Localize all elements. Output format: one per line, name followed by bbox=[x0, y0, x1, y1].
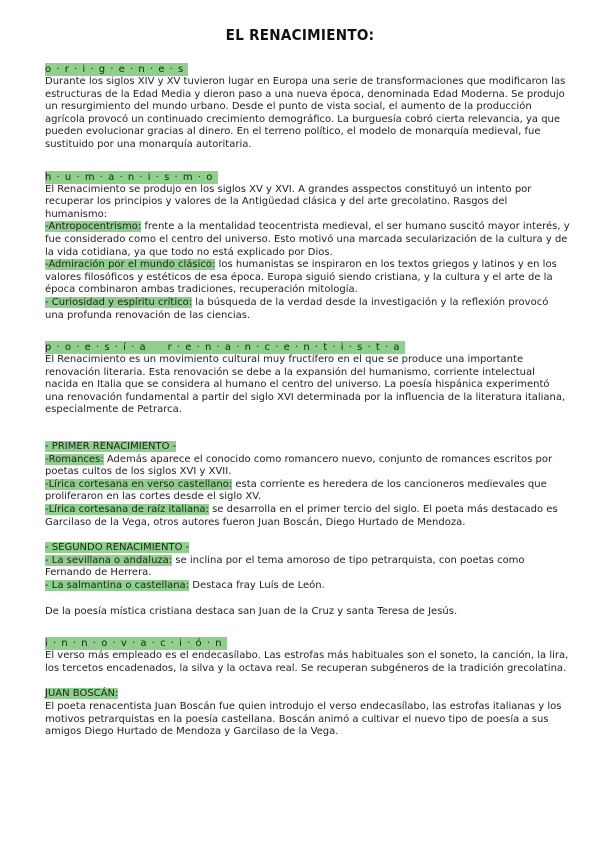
item-label: - Curiosidad y espíritu crítico: bbox=[45, 296, 193, 308]
list-item bbox=[45, 580, 570, 593]
section-heading-segundo: - SEGUNDO RENACIMIENTO - bbox=[45, 542, 190, 554]
list-item bbox=[45, 221, 570, 259]
item-label: -Romances: bbox=[45, 453, 104, 465]
section-origenes bbox=[45, 57, 570, 152]
section-juan-boscan bbox=[45, 688, 570, 738]
item-text: los humanistas se inspiraron en los textos griegos y latinos y en los valores filosóficos y estéticos de esa época. Europa siguió siendo cristiana, y la cultura y el arte de la época combinaron ambas tradiciones, recuperación mitología. bbox=[45, 259, 557, 296]
section-humanismo bbox=[45, 165, 570, 323]
section-segundo-renacimiento bbox=[45, 542, 570, 618]
item-text: Además aparece el conocido como romancero nuevo, conjunto de romances escritos por poetas cultos de los siglos XVI y XVII. bbox=[45, 453, 553, 478]
section-heading-poesia: p·o·e·s·í·a r·e·n·a·n·c·e·n·t·i·s·t·a bbox=[45, 342, 405, 354]
document-body bbox=[45, 57, 570, 739]
item-label: - La salmantina o castellana: bbox=[45, 580, 190, 591]
item-text: frente a la mentalidad teocentrista medieval, el ser humano suscitó mayor interés, y fue considerado como el centro del universo. Esto motivó una marcada secularización de la cultura y de la vida cotidiana, ya que todo no está explicado por Dios. bbox=[45, 221, 570, 258]
item-label: -Antropocentrismo: bbox=[45, 221, 142, 233]
section-poesia bbox=[45, 335, 570, 417]
section-heading-innovacion: i·n·n·o·v·a·c·i·ó·n bbox=[45, 638, 227, 650]
item-text: se inclina por el tema amoroso de tipo petrarquista, con poetas como Fernando de Herrera. bbox=[45, 554, 525, 579]
item-text: esta corriente es heredera de los cancioneros medievales que proliferaron en las cortes desde el siglo XV. bbox=[45, 478, 547, 503]
section-primer-renacimiento bbox=[45, 441, 570, 529]
section-heading-origenes: o·r·i·g·e·n·e·s bbox=[45, 64, 189, 75]
list-item bbox=[45, 259, 570, 297]
list-item bbox=[45, 504, 570, 529]
list-item bbox=[45, 555, 570, 580]
item-text: la búsqueda de la verdad desde la investigación y la reflexión provocó una profunda renovación de las ciencias. bbox=[45, 296, 549, 321]
item-label: -Lírica cortesana de raíz italiana: bbox=[45, 504, 209, 516]
paragraph-mistica: De la poesía mística cristiana destaca san Juan de la Cruz y santa Teresa de Jesús. bbox=[45, 605, 458, 617]
paragraph-boscan: El poeta renacentista Juan Boscán fue quien introdujo el verso endecasílabo, las estrofas italianas y los motivos petrarquistas en la poesía castellana. Boscán animó a cultivar el nuevo tipo de poesía a sus amigos Diego Hurtado de Mendoza y Garcilaso de la Vega. bbox=[45, 700, 562, 738]
item-label: - La sevillana o andaluza: bbox=[45, 554, 173, 566]
paragraph-poesia: El Renacimiento es un movimiento cultural muy fructífero en el que se produce una importante renovación literaria. Esta renovación se debe a la expansión del humanismo, corriente intelectual nacida en Italia que se considera al humano el centro del universo. La poesía hispánica experimentó una renovación fundamental a partir del siglo XVI determinada por la influencia de la literatura italiana, especialmente de Petrarca. bbox=[45, 354, 566, 416]
list-item bbox=[45, 297, 570, 322]
list-item bbox=[45, 454, 570, 479]
section-innovacion bbox=[45, 631, 570, 675]
item-text: se desarrolla en el primer tercio del siglo. El poeta más destacado es Garcilaso de la Vega, otros autores fueron Juan Boscán, Diego Hurtado de Mendoza. bbox=[45, 504, 558, 528]
paragraph-humanismo-intro: El Renacimiento se produjo en los siglos XV y XVI. A grandes asspectos constituyó un intento por recuperar los principios y valores de la Antigüedad clásica y del arte grecolatino. Rasgos del humanismo: bbox=[45, 183, 532, 220]
list-item bbox=[45, 479, 570, 504]
section-heading-boscan: JUAN BOSCÁN: bbox=[45, 688, 119, 700]
paragraph-innovacion: El verso más empleado es el endecasílabo. Las estrofas más habituales son el soneto, la canción, la lira, los tercetos encadenados, la silva y la octava real. Se recuperan subgéneros de la tradición grecolatina. bbox=[45, 650, 569, 674]
section-heading-humanismo: h·u·m·a·n·i·s·m·o bbox=[45, 171, 218, 183]
item-label: -Lírica cortesana en verso castellano: bbox=[45, 478, 233, 490]
item-text: Destaca fray Luís de León. bbox=[189, 580, 325, 591]
page-title: EL RENACIMIENTO: bbox=[225, 26, 375, 44]
section-heading-primer: - PRIMER RENACIMIENTO - bbox=[45, 441, 177, 453]
paragraph-origenes: Durante los siglos XIV y XV tuvieron lugar en Europa una serie de transformaciones que modificaron las estructuras de la Edad Media y dieron paso a una nueva época, denominada Edad Moderna. Se produjo un resurgimiento del mundo urbano. Desde el punto de vista social, el aumento de la producción agrícola provocó un continuado crecimiento demográfico. La burguesía cobró cierta relevancia, ya que pueden evolucionar gracias al dinero. En el terreno político, el modelo de monarquía medieval, fue sustituido por una monarquía autoritaria. bbox=[45, 76, 566, 150]
item-label: -Admiración por el mundo clásico: bbox=[45, 259, 216, 271]
